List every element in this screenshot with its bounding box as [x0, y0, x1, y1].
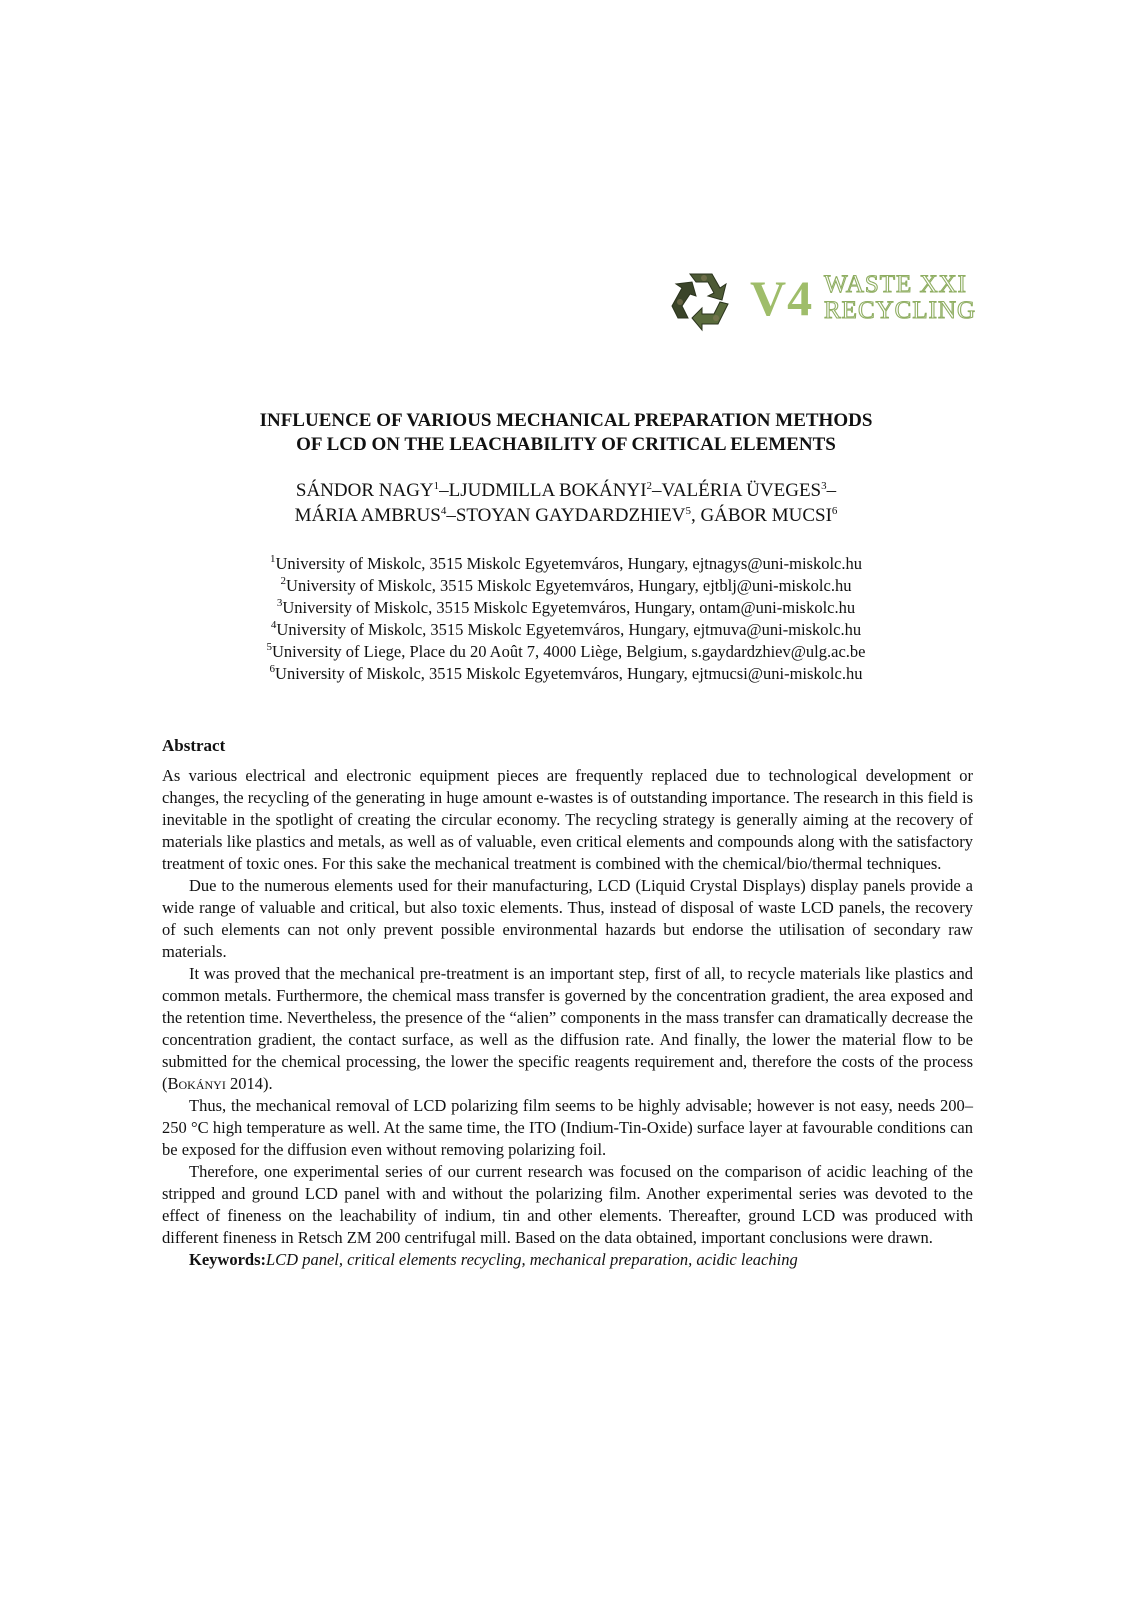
affiliation-list [162, 553, 970, 685]
abstract-paragraph-2: Due to the numerous elements used for their manufacturing, LCD (Liquid Crystal Displays) display panels provide a wide range of valuable and critical, but also toxic elements. Thus, instead of disposal of waste LCD panels, the recovery of such elements can not only prevent possible environmental hazards but endorse the utilisation of secondary raw materials. [162, 876, 973, 961]
affiliation-mark: 6 [269, 663, 276, 675]
title-line-1: INFLUENCE OF VARIOUS MECHANICAL PREPARATION METHODS [259, 410, 873, 431]
author-separator: , [690, 505, 701, 526]
affiliation-mark: 6 [831, 505, 838, 517]
author-list [162, 478, 970, 528]
abstract-paragraph-4: Thus, the mechanical removal of LCD polarizing film seems to be highly advisable; however is not easy, needs 200–250 °C high temperature as well. At the same time, the ITO (Indium-Tin-Oxide) surface layer at favourable conditions can be exposed for the diffusion even without removing polarizing foil. [162, 1096, 973, 1159]
affiliation [162, 641, 970, 663]
affiliation-mark: 5 [266, 641, 273, 653]
affiliation-mark: 3 [276, 597, 283, 609]
abstract-paragraph-5: Therefore, one experimental series of our current research was focused on the comparison of acidic leaching of the stripped and ground LCD panel with and without the polarizing film. Another experimental series was devoted to the effect of fineness on the leachability of indium, tin and other elements. Thereafter, ground LCD was produced with different fineness in Retsch ZM 200 centrifugal mill. Based on the data obtained, important conclusions were drawn. [162, 1162, 973, 1247]
author-name: LJUDMILLA BOKÁNYI [448, 480, 647, 501]
affiliation [162, 597, 970, 619]
keywords [162, 1249, 973, 1271]
author-name: GÁBOR MUCSI [700, 505, 832, 526]
affiliation [162, 663, 970, 685]
affiliation-mark: 2 [280, 575, 287, 587]
author-separator: – [439, 480, 449, 501]
affiliation-mark: 4 [440, 505, 447, 517]
abstract-paragraph-1: As various electrical and electronic equipment pieces are frequently replaced due to technological development or changes, the recycling of the generating in huge amount e-wastes is of outstanding importance. The research in this field is inevitable in the spotlight of creating the circular economy. The recycling strategy is generally aiming at the recovery of materials like plastics and metals, as well as of valuable, even critical elements and compounds along with the satisfactory treatment of toxic ones. For this sake the mechanical treatment is combined with the chemical/bio/thermal techniques. [162, 766, 973, 873]
affiliation-mark: 5 [685, 505, 691, 517]
citation-author: Bokányi [167, 1074, 226, 1093]
author-separator: – [652, 480, 662, 501]
affiliation-text: University of Miskolc, 3515 Miskolc Egyetemváros, Hungary, ejtmuva@uni-miskolc.hu [276, 620, 862, 639]
author-separator: – [446, 505, 456, 526]
logo-line-1: WASTE XXI [824, 271, 968, 298]
abstract-body [162, 765, 973, 1271]
affiliation-mark: 3 [821, 480, 827, 492]
paper-title [162, 409, 970, 457]
affiliation-text: University of Liege, Place du 20 Août 7, 4000 Liège, Belgium, s.gaydardzhiev@ulg.ac.be [272, 642, 866, 661]
title-line-2: OF LCD ON THE LEACHABILITY OF CRITICAL ELEMENTS [296, 434, 836, 455]
citation-year: 2014). [225, 1074, 273, 1093]
logo-mark: V4 [750, 270, 814, 326]
affiliation-mark: 2 [646, 480, 653, 492]
abstract-paragraph-3 [162, 963, 973, 1095]
author-line-2 [162, 503, 970, 528]
author-name: VALÉRIA ÜVEGES [661, 480, 822, 501]
affiliation-text: University of Miskolc, 3515 Miskolc Egyetemváros, Hungary, ejtnagys@uni-miskolc.hu [275, 554, 862, 573]
keywords-label: Keywords: [189, 1250, 266, 1269]
affiliation [162, 619, 970, 641]
affiliation-mark: 1 [433, 480, 440, 492]
keywords-text: LCD panel, critical elements recycling, mechanical preparation, acidic leaching [266, 1250, 798, 1269]
affiliation [162, 575, 970, 597]
author-separator: – [826, 480, 837, 501]
affiliation-text: University of Miskolc, 3515 Miskolc Egyetemváros, Hungary, ontam@uni-miskolc.hu [282, 598, 856, 617]
affiliation-text: University of Miskolc, 3515 Miskolc Egyetemváros, Hungary, ejtmucsi@uni-miskolc.hu [275, 664, 863, 683]
author-name: STOYAN GAYDARDZHIEV [455, 505, 686, 526]
paragraph-text: It was proved that the mechanical pre-treatment is an important step, first of all, to recycle materials like plastics and common metals. Furthermore, the chemical mass transfer is governed by the concentration gradient, the area exposed and the retention time. Nevertheless, the presence of the “alien” components in the mass transfer can dramatically decrease the concentration gradient, the contact surface, as well as the diffusion rate. And finally, the lower the material flow to be submitted for the chemical processing, the lower the specific reagents requirement and, therefore the costs of the process ( [162, 964, 973, 1093]
affiliation-text: University of Miskolc, 3515 Miskolc Egyetemváros, Hungary, ejtblj@uni-miskolc.hu [286, 576, 852, 595]
abstract-heading: Abstract [162, 736, 226, 755]
author-line-1 [162, 478, 970, 503]
affiliation [162, 553, 970, 575]
recycle-icon [668, 266, 738, 336]
logo-line-2: RECYCLING [824, 297, 977, 324]
author-name: MÁRIA AMBRUS [294, 505, 441, 526]
affiliation-mark: 1 [270, 553, 276, 565]
affiliation-mark: 4 [270, 619, 277, 631]
conference-logo [668, 266, 977, 336]
author-name: SÁNDOR NAGY [295, 480, 434, 501]
